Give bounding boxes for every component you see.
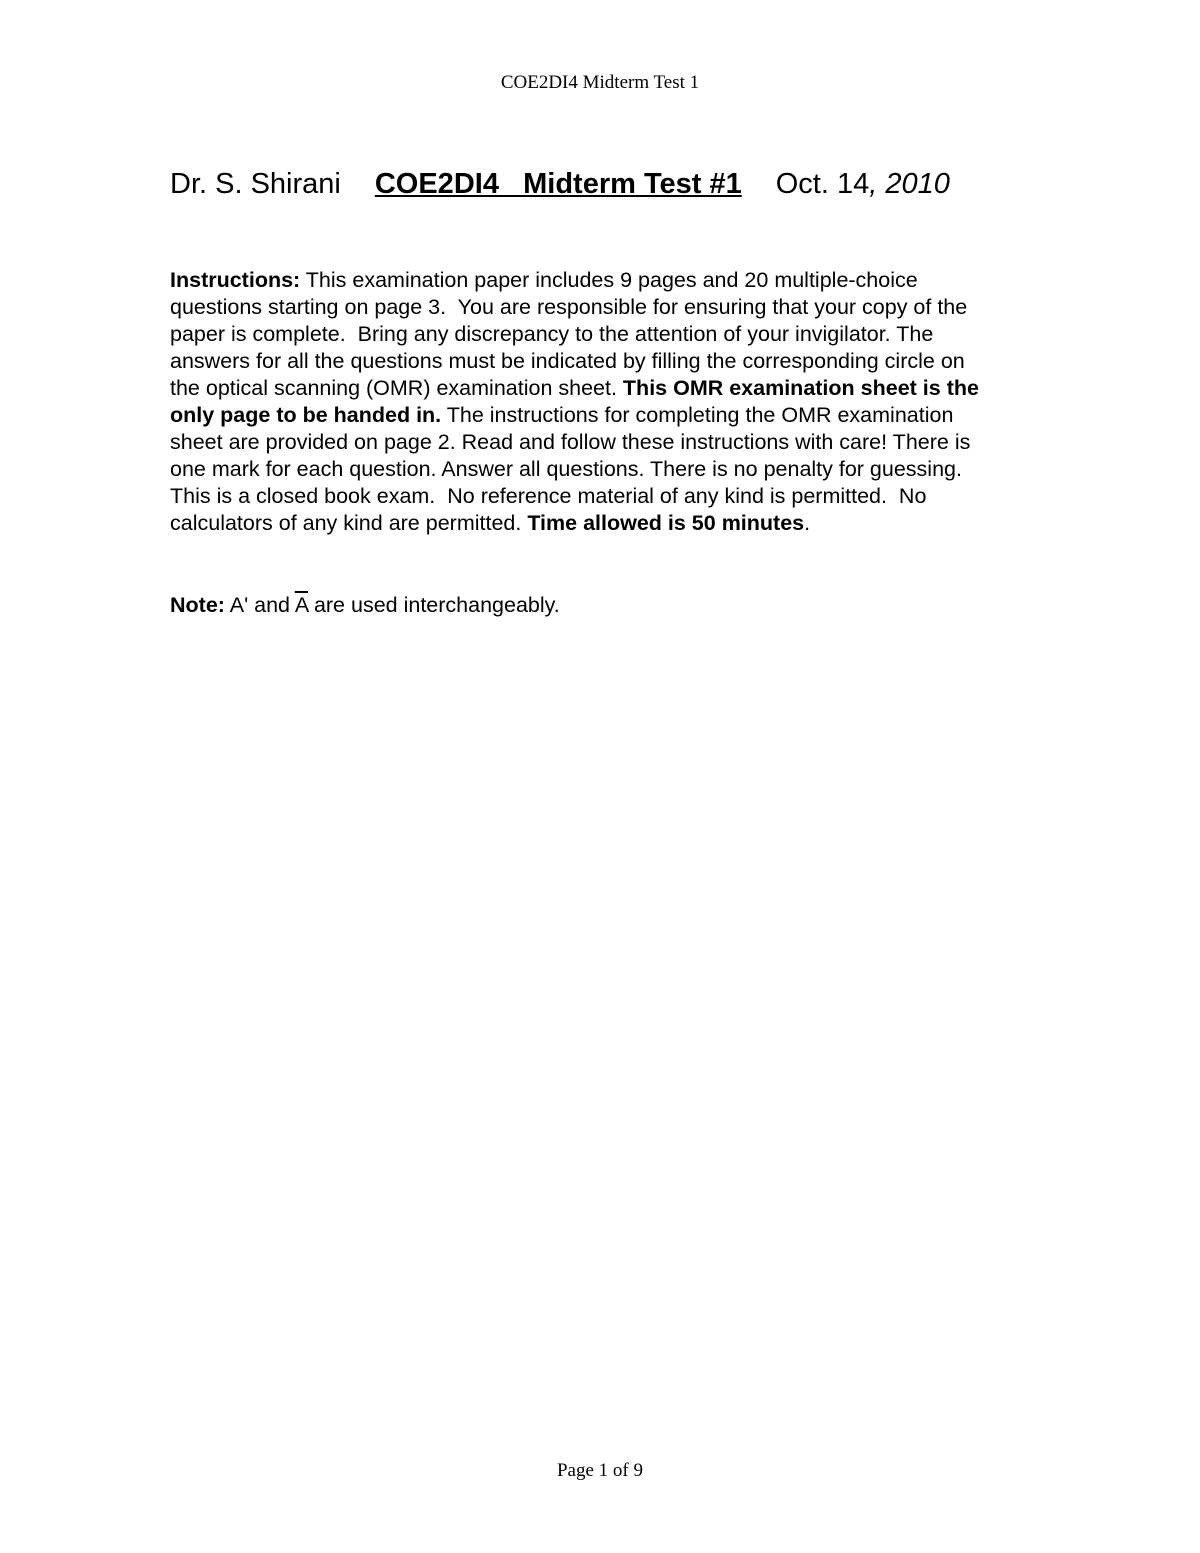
overlined-letter: $\overline{A}$ [294,593,308,617]
exam-date-year: 2010 [885,168,950,200]
author-name: Dr. S. Shirani [170,168,341,200]
instructions-line-6 [170,402,1070,429]
instructions-line-7: sheet are provided on page 2. Read and follow these instructions with care! There is [170,430,971,454]
instructions-line-1 [170,267,1070,294]
note-text-1: A' and [224,593,295,617]
exam-date [776,168,950,200]
instructions-line-2: questions starting on page 3. You are responsible for ensuring that your copy of the [170,295,968,319]
course-title: COE2DI4 Midterm Test #1 [374,168,742,200]
instructions-line-4: answers for all the questions must be indicated by filling the corresponding circle on [170,349,965,373]
note-paragraph [170,592,1070,619]
exam-title-line [170,168,1070,201]
exam-date-day: Oct. 14 [775,168,870,200]
page-number: Page 1 of 9 [556,1460,643,1481]
instructions-label: Instructions: [170,268,301,292]
handed-in-emphasis: only page to be handed in. [170,403,442,427]
note-label: Note: [170,593,225,617]
instructions-text-1: This examination paper includes 9 pages and 20 multiple-choice [300,268,918,292]
omr-sheet-emphasis: This OMR examination sheet is the [622,376,979,400]
note-text-2: are used interchangeably. [307,593,560,617]
instructions-line-9: This is a closed book exam. No reference material of any kind is permitted. No [170,484,927,508]
instructions-text-6: The instructions for completing the OMR examination [441,403,954,427]
instructions-line-5 [170,375,1070,402]
time-allowed-emphasis: Time allowed is 50 minutes [527,511,805,535]
instructions-line-8: one mark for each question. Answer all questions. There is no penalty for guessing. [170,457,962,481]
instructions-text-5: the optical scanning (OMR) examination sheet. [170,376,623,400]
instructions-period: . [804,511,811,535]
exam-date-comma: , [869,168,878,200]
instructions-paragraph [170,267,1070,537]
running-header: COE2DI4 Midterm Test 1 [500,72,700,93]
instructions-line-10 [170,510,1070,537]
instructions-line-3: paper is complete. Bring any discrepancy to the attention of your invigilator. The [170,322,934,346]
instructions-text-10: calculators of any kind are permitted. [170,511,528,535]
